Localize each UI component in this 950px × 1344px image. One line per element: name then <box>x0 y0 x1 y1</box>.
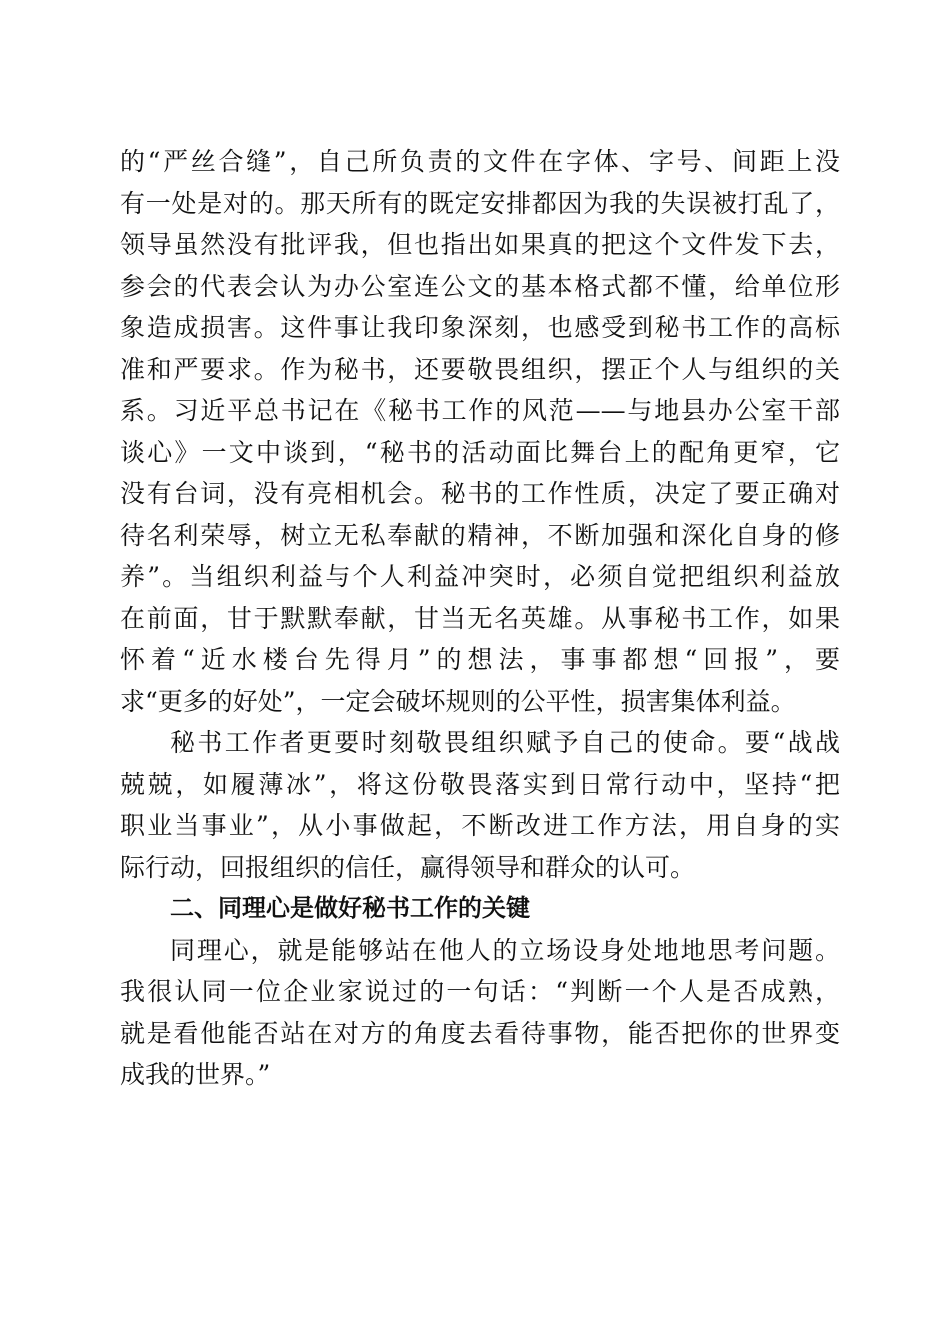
text-line: 象造成损害。这件事让我印象深刻，也感受到秘书工作的高标 <box>120 313 840 342</box>
text-line: 兢兢，如履薄冰”，将这份敬畏落实到日常行动中，坚持“把 <box>120 769 840 799</box>
text-line: 没有台词，没有亮相机会。秘书的工作性质，决定了要正确对 <box>120 479 840 508</box>
text-line: 我很认同一位企业家说过的一句话：“判断一个人是否成熟， <box>120 977 840 1006</box>
text-line: 系。习近平总书记在《秘书工作的风范——与地县办公室干部 <box>120 396 840 425</box>
paragraph <box>120 930 840 1096</box>
document-body <box>120 141 840 1096</box>
text-line: 成我的世界。” <box>120 1060 271 1089</box>
text-line: 秘书工作者更要时刻敬畏组织赋予自己的使命。要“战战 <box>170 728 840 757</box>
text-line: 求“更多的好处”，一定会破坏规则的公平性，损害集体利益。 <box>120 686 796 716</box>
text-line: 怀着“近水楼台先得月”的想法，事事都想“回报”，要 <box>120 645 840 674</box>
text-line: 际行动，回报组织的信任，赢得领导和群众的认可。 <box>120 852 696 882</box>
text-line: 参会的代表会认为办公室连公文的基本格式都不懂，给单位形 <box>120 271 840 301</box>
heading-text: 二、同理心是做好秘书工作的关键 <box>170 894 530 922</box>
text-line: 在前面，甘于默默奉献，甘当无名英雄。从事秘书工作，如果 <box>120 603 840 633</box>
paragraph <box>120 141 840 722</box>
text-line: 就是看他能否站在对方的角度去看待事物，能否把你的世界变 <box>120 1018 840 1048</box>
text-line: 待名利荣辱，树立无私奉献的精神，不断加强和深化自身的修 <box>120 520 840 550</box>
text-line: 领导虽然没有批评我，但也指出如果真的把这个文件发下去， <box>120 230 840 259</box>
text-line: 准和严要求。作为秘书，还要敬畏组织，摆正个人与组织的关 <box>120 354 840 384</box>
paragraph <box>120 722 840 888</box>
text-line: 同理心，就是能够站在他人的立场设身处地地思考问题。 <box>170 935 840 965</box>
text-line: 职业当事业”，从小事做起，不断改进工作方法，用自身的实 <box>120 811 840 840</box>
text-line: 谈心》一文中谈到，“秘书的活动面比舞台上的配角更窄，它 <box>120 437 840 467</box>
section-heading <box>120 888 840 930</box>
text-line: 的“严丝合缝”，自己所负责的文件在字体、字号、间距上没 <box>120 147 840 176</box>
text-line: 养”。当组织利益与个人利益冲突时，必须自觉把组织利益放 <box>120 562 840 591</box>
text-line: 有一处是对的。那天所有的既定安排都因为我的失误被打乱了， <box>120 188 840 218</box>
